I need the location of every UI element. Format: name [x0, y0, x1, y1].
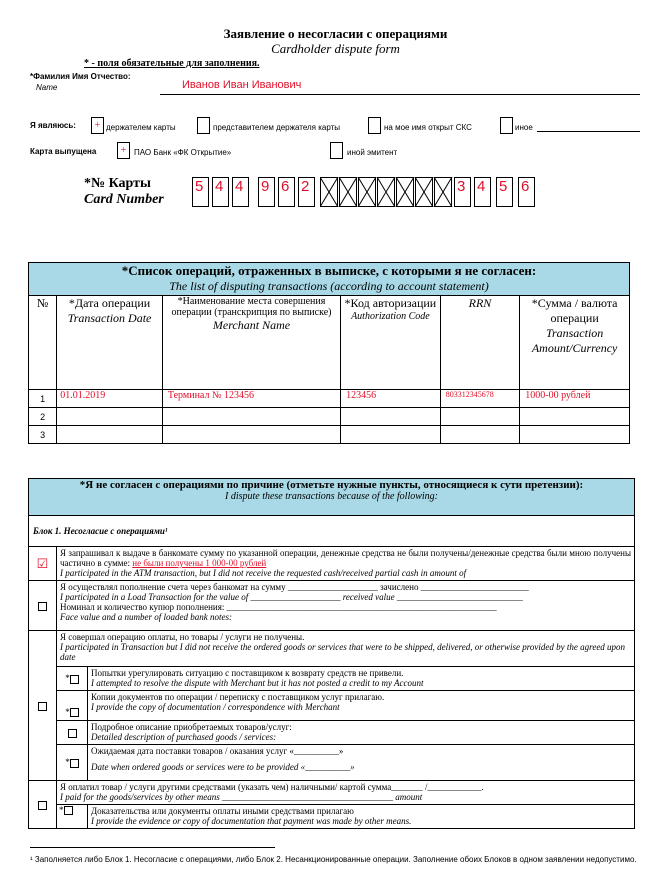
col-date-header — [57, 296, 163, 390]
item4-text-en-b: amount — [395, 792, 423, 802]
col-rrn-label: RRN — [468, 296, 492, 310]
item2-text-en-c: Face value and a number of loaded bank notes: — [60, 612, 232, 622]
card-digit[interactable]: 3 — [454, 177, 471, 207]
i-am-other-label: иное — [515, 123, 533, 132]
item4-text-en: I paid for the goods/services by other means — [60, 792, 220, 802]
checkbox-icon[interactable] — [38, 702, 47, 711]
row-rrn[interactable]: 803312345678 — [440, 390, 520, 408]
row-amount[interactable]: 1000-00 рублей — [520, 390, 630, 408]
asterisk: * — [65, 706, 70, 717]
sub4-cell: Ожидаемая дата поставки товаров / оказания услуг «__________» Date when ordered goods or services were to be provided «__________» — [88, 745, 635, 781]
sub4-text-en: Date when ordered goods or services were to be provided « — [91, 762, 306, 772]
col-merchant-label: *Наименование места совершения операции (транскрипция по выписке) — [171, 296, 332, 318]
page-subtitle: Cardholder dispute form — [271, 41, 400, 56]
transactions-title-en: The list of disputing transactions (according to account statement) — [169, 279, 489, 293]
card-label-en: Card Number — [84, 192, 164, 207]
i-am-holder-checkbox[interactable]: + — [91, 117, 104, 134]
checkbox-icon[interactable] — [68, 729, 77, 738]
row-num: 2 — [29, 408, 57, 426]
row-code[interactable]: 123456 — [341, 390, 441, 408]
i-am-sks-label: на мое имя открыт СКС — [384, 123, 472, 132]
table-row — [29, 408, 630, 426]
card-digit[interactable]: 6 — [518, 177, 535, 207]
checkbox-icon[interactable] — [70, 759, 79, 768]
checkbox-icon[interactable] — [38, 801, 47, 810]
item2-checkbox[interactable] — [29, 581, 57, 631]
reasons-header — [29, 479, 635, 516]
sub2-checkbox[interactable] — [57, 691, 88, 721]
sub3-text-en: Detailed description of purchased goods / services: — [91, 732, 277, 742]
row-code[interactable] — [341, 426, 441, 444]
sub1-cell — [88, 667, 635, 691]
col-amount-label: *Сумма / валюта операции — [531, 296, 618, 325]
item1-cell — [57, 547, 635, 581]
row-amount[interactable] — [520, 408, 630, 426]
reasons-title: *Я не согласен с операциями по причине (отметьте нужные пункты, относящиеся к сути претензии): — [79, 479, 584, 491]
i-am-representative-label: представителем держателя карты — [213, 123, 341, 132]
asterisk: * — [59, 805, 64, 815]
item1-text: Я запрашивал к выдаче в банкомате сумму по указанной операции, денежные средства не были получены/денежные средства были мною получены частично в сумме: — [60, 548, 631, 568]
col-num-header: № — [29, 296, 57, 390]
item4-text: Я оплатил товар / услуги другими средствами (указать чем) наличными/ картой сумма_______ /____________. — [60, 782, 484, 792]
card-digit[interactable]: 4 — [232, 177, 249, 207]
sub4-checkbox[interactable] — [57, 745, 88, 781]
sub5-text-en: I provide the evidence or copy of documentation that payment was made by other means. — [91, 816, 412, 826]
card-digit[interactable]: 4 — [474, 177, 491, 207]
row-num: 1 — [29, 390, 57, 408]
card-digit[interactable]: 6 — [278, 177, 295, 207]
row-date[interactable]: 01.01.2019 — [57, 390, 163, 408]
table-row — [29, 390, 630, 408]
issued-other-checkbox[interactable] — [330, 142, 343, 159]
transactions-table — [28, 262, 630, 444]
item2-text-en-b: received value — [342, 592, 395, 602]
name-label: *Фамилия Имя Отчество: — [30, 72, 131, 81]
item4-cell: Я оплатил товар / услуги другими средствами (указать чем) наличными/ картой сумма_______ /____________. I paid for the goods/services by other means ______________________________________ amount — [57, 781, 635, 805]
footnote-divider — [30, 847, 275, 848]
issued-otkritie-label: ПАО Банк «ФК Открытие» — [134, 148, 232, 157]
col-code-header — [341, 296, 441, 390]
sub3-cell — [88, 721, 635, 745]
sub2-cell — [88, 691, 635, 721]
sub3-text: Подробное описание приобретаемых товаров/услуг: — [91, 722, 292, 732]
col-code-label-en: Authorization Code — [351, 311, 430, 322]
row-date[interactable] — [57, 426, 163, 444]
sub4-text: Ожидаемая дата поставки товаров / оказания услуг «__________» — [91, 746, 344, 756]
checkbox-icon[interactable] — [64, 806, 73, 815]
col-rrn-header — [440, 296, 520, 390]
issued-label: Карта выпущена — [30, 147, 97, 156]
issued-other-label: иной эмитент — [347, 148, 398, 157]
item2-text-en: I participated in a Load Transaction for the value of — [60, 592, 249, 602]
item4-checkbox[interactable] — [29, 781, 57, 829]
card-digit[interactable]: 4 — [212, 177, 229, 207]
col-merchant-header — [162, 296, 340, 390]
sub1-text-en: I attempted to resolve the dispute with Merchant but it has not posted a credit to my Account — [91, 678, 424, 688]
required-note: * - поля обязательные для заполнения. — [84, 58, 260, 69]
table-row — [29, 426, 630, 444]
card-label: *№ Карты — [84, 176, 151, 191]
item2-text-b: зачислено — [380, 582, 419, 592]
row-rrn[interactable] — [440, 408, 520, 426]
sub4-text-en-end: » — [350, 762, 355, 772]
checkbox-icon[interactable] — [70, 708, 79, 717]
issued-otkritie-checkbox[interactable]: + — [117, 142, 130, 159]
sub5-cell — [88, 805, 635, 829]
masked-digits — [320, 177, 453, 207]
sub1-checkbox[interactable] — [57, 667, 88, 691]
asterisk: * — [65, 673, 70, 684]
transactions-header — [29, 263, 630, 296]
card-digit[interactable]: 5 — [192, 177, 209, 207]
item1-amount[interactable]: не были получены 1 000-00 рублей — [132, 558, 267, 568]
item3-checkbox[interactable] — [29, 631, 57, 781]
name-label-en: Name — [36, 83, 58, 92]
col-date-label: *Дата операции — [68, 296, 151, 310]
col-merchant-label-en: Merchant Name — [212, 318, 291, 332]
row-amount[interactable] — [520, 426, 630, 444]
name-underline — [160, 94, 640, 95]
card-digit[interactable]: 2 — [298, 177, 315, 207]
checkbox-icon[interactable] — [38, 602, 47, 611]
col-code-label: *Код авторизации — [344, 296, 437, 310]
row-date[interactable] — [57, 408, 163, 426]
name-value[interactable]: Иванов Иван Иванович — [182, 79, 302, 91]
item2-text: Я осуществлял пополнение счета через банкомат на сумму — [60, 582, 286, 592]
i-am-label: Я являюсь: — [30, 121, 76, 130]
i-am-holder-label: держателем карты — [106, 123, 176, 132]
row-rrn[interactable] — [440, 426, 520, 444]
block1-title-text: Блок 1. Несогласие с операциями¹ — [33, 526, 168, 536]
item2-cell: Я осуществлял пополнение счета через банкомат на сумму ____________________ зачислено ________________________ I participated in a Load Transaction for the value of ____________________ received value ____________________________ Номинал и количество купюр пополнения: ____________________________________________________________ Face value and a number of loaded bank notes: — [57, 581, 635, 631]
col-date-label-en: Transaction Date — [67, 311, 152, 325]
card-digit[interactable]: 9 — [258, 177, 275, 207]
i-am-representative-checkbox[interactable] — [197, 117, 210, 134]
transactions-title: *Список операций, отраженных в выписке, с которыми я не согласен: — [121, 263, 537, 278]
reasons-table — [28, 478, 635, 829]
row-merchant[interactable] — [162, 408, 340, 426]
item1-checkbox[interactable]: ☑ — [29, 547, 57, 581]
item2-text-c: Номинал и количество купюр пополнения: — [60, 602, 225, 612]
reasons-title-en: I dispute these transactions because of the following: — [224, 491, 439, 502]
i-am-other-checkbox[interactable] — [500, 117, 513, 134]
block1-title — [29, 516, 635, 547]
sub2-text-en: I provide the copy of documentation / correspondence with Merchant — [91, 702, 340, 712]
col-amount-label-en: Transaction Amount/Currency — [531, 326, 618, 355]
page-title: Заявление о несогласии с операциями — [223, 26, 448, 41]
sub5-text: Доказательства или документы оплаты иными средствами прилагаю — [91, 806, 354, 816]
item3-cell — [57, 631, 635, 667]
i-am-sks-checkbox[interactable] — [368, 117, 381, 134]
asterisk: * — [65, 757, 70, 768]
sub1-text: Попытки урегулировать ситуацию с поставщиком к возврату средств не привели. — [91, 668, 404, 678]
sub3-checkbox[interactable] — [57, 721, 88, 745]
checkbox-icon[interactable] — [70, 675, 79, 684]
col-amount-header — [520, 296, 630, 390]
row-merchant[interactable] — [162, 426, 340, 444]
i-am-other-underline — [537, 131, 640, 132]
row-num: 3 — [29, 426, 57, 444]
row-merchant[interactable]: Терминал № 123456 — [162, 390, 340, 408]
card-digit[interactable]: 5 — [496, 177, 513, 207]
item3-text-en: I participated in Transaction but I did not receive the ordered goods or services that were to be shipped, delivered, or otherwise provided by the agreed upon date — [60, 642, 626, 662]
sub2-text: Копии документов по операции / переписку с поставщиком услуг прилагаю. — [91, 692, 385, 702]
footnote: ¹ Заполняется либо Блок 1. Несогласие с операциями, либо Блок 2. Несанкционированные операции. Заполнение обоих Блоков в одном заявлении недопустимо. — [30, 855, 637, 864]
item1-text-en: I participated in the ATM transaction, but I did not receive the requested cash/received partial cash in amount of — [60, 568, 467, 578]
sub5-checkbox[interactable] — [57, 805, 88, 829]
row-code[interactable] — [341, 408, 441, 426]
item3-text: Я совершал операцию оплаты, но товары / услуги не получены. — [60, 632, 305, 642]
